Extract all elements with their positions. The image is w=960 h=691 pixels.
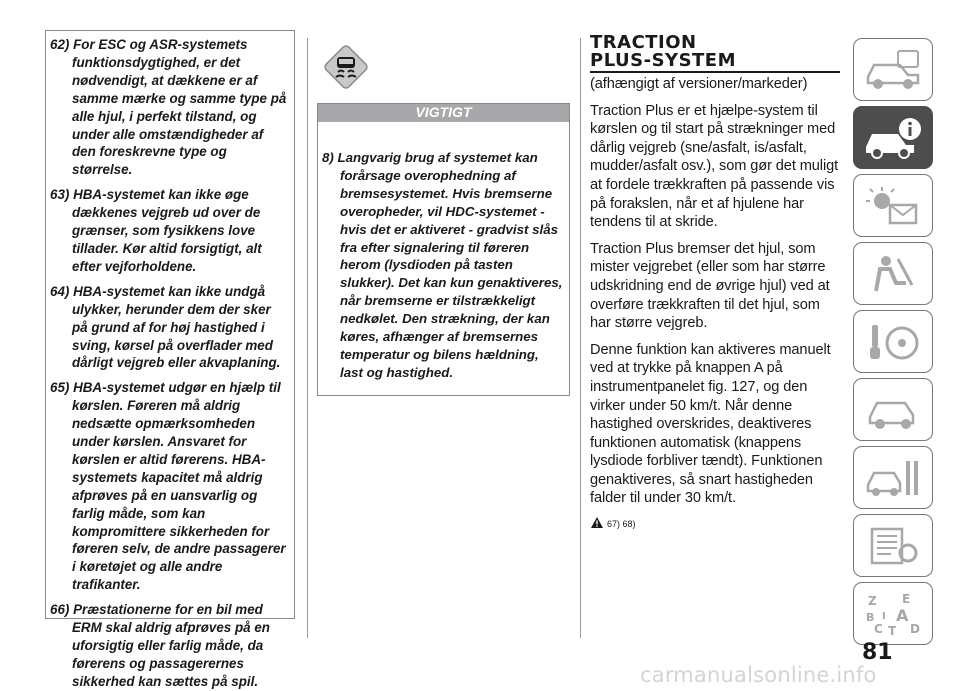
- seat-airbag-icon: [862, 251, 924, 297]
- maintenance-tools-icon: [862, 455, 924, 501]
- car-dashboard-icon: [862, 47, 924, 93]
- warning-item: 65) HBA-systemet udgør en hjælp til kørslen. Føreren må aldrig nedsætte opmærksomheden under kørslen. Ansvaret for kørslen er altid førerens. HBA-systemets kapacitet må aldrig afprøves på en uansvarlig og farlig måde, som kan kompromittere sikkerheden for føreren selv, de andre passagerer i køretøjet og alle andre trafikanter.: [50, 380, 286, 593]
- tab-alphabetical-index[interactable]: [853, 582, 933, 645]
- tab-starting-driving[interactable]: [853, 310, 933, 373]
- key-steering-wheel-icon: [862, 319, 924, 365]
- page-number: 81: [862, 640, 893, 665]
- tab-car-dashboard[interactable]: [853, 38, 933, 101]
- alphabetical-index-icon: [862, 591, 924, 637]
- important-header: VIGTIGT: [318, 104, 569, 122]
- technical-data-icon: [862, 523, 924, 569]
- index-letter: A: [896, 605, 909, 625]
- body-paragraph: Traction Plus er et hjælpe-system til kørslen og til start på strækninger med dårlig vejgreb (sne/asfalt, is/asfalt, mudder/asfalt osv.), som gør det muligt at fordele trækkraften på passende vis på forakslen, når et af hjulene har tendens til at skride.: [590, 102, 839, 231]
- index-letter: B: [866, 610, 875, 624]
- index-letter: C: [874, 621, 883, 636]
- important-item: 8) Langvarig brug af systemet kan forårsage overophedning af bremsesystemet. Hvis bremserne overopheder, vil HDC-systemet - hvis det er aktiveret - gradvist slås fra efter signalering til føreren herom (lysdioden på tasten slukker). Det kan kun genaktiveres, når bremserne er tilstrækkeligt nedkølet. Den strækning, der kan køres, afhænger af bremsernes temperatur og bilens hældning, last og hastighed.: [322, 150, 563, 380]
- warning-item: 66) Præstationerne for en bil med ERM skal aldrig afprøves på en uforsigtig eller farlig måde, da førerens og passagerernes sikkerhed kan sættes på spil.: [50, 602, 270, 689]
- warning-item: 64) HBA-systemet kan ikke undgå ulykker, herunder dem der sker på grund af for høj hastighed i sving, kørsel på overflader med dårligt vejgreb eller akvaplaning.: [50, 283, 281, 371]
- column-divider: [307, 38, 308, 638]
- lights-warning-icon: [862, 183, 924, 229]
- chapter-sidebar: [853, 38, 933, 650]
- warning-references: [590, 516, 840, 529]
- car-info-icon: [862, 115, 924, 161]
- index-letter: T: [888, 623, 897, 637]
- index-letter: D: [910, 621, 920, 636]
- column-divider: [580, 38, 581, 638]
- warning-item: 63) HBA-systemet kan ikke øge dækkenes vejgreb ud over de grænser, som fysikkens love tillader. Kør altid forsigtigt, alt efter vejforholdene.: [50, 187, 262, 274]
- tab-lights-warnings[interactable]: [853, 174, 933, 237]
- tab-technical-data[interactable]: [853, 514, 933, 577]
- index-letter: I: [882, 610, 886, 622]
- body-paragraph: Traction Plus bremser det hjul, som mister vejgrebet (eller som har større udskridning end de øvrige hjul) ved at overføre trækkraften til det hjul, som har større vejgreb.: [590, 240, 830, 332]
- important-box: [317, 103, 570, 396]
- slippery-road-warning-icon: [322, 43, 370, 91]
- tab-safety[interactable]: [853, 242, 933, 305]
- tab-car-info[interactable]: [853, 106, 933, 169]
- warnings-box: [45, 30, 295, 689]
- index-letter: E: [902, 591, 911, 606]
- watermark: carmanualsonline.info: [640, 663, 877, 687]
- section-title: TRACTION PLUS-SYSTEM: [590, 34, 840, 73]
- tab-maintenance[interactable]: [853, 446, 933, 509]
- car-emergency-icon: [862, 387, 924, 433]
- body-paragraph: Denne funktion kan aktiveres manuelt ved at trykke på knappen A på instrumentpanelet fig. 127, og den virker under 50 km/t. Når denne hastighed overskrides, deaktiveres funktionen automatisk (knappens lysdiode forbliver tændt). Funktionen genaktiveres, så snart hastigheden falder til under 30 km/t.: [590, 341, 831, 507]
- body-paragraph: (afhængigt af versioner/markeder): [590, 76, 808, 92]
- warning-triangle-icon: [590, 516, 604, 529]
- warning-item: 62) For ESC og ASR-systemets funktionsdygtighed, er det nødvendigt, at dækkene er af samme mærke og samme type på alle hjul, i perfekt tilstand, og under alle omstændigheder af den foreskrevne type og størrelse.: [50, 37, 287, 178]
- index-letter: Z: [868, 593, 877, 608]
- section-body: [590, 75, 840, 529]
- reference-numbers: 67) 68): [607, 519, 636, 530]
- tab-emergency[interactable]: [853, 378, 933, 441]
